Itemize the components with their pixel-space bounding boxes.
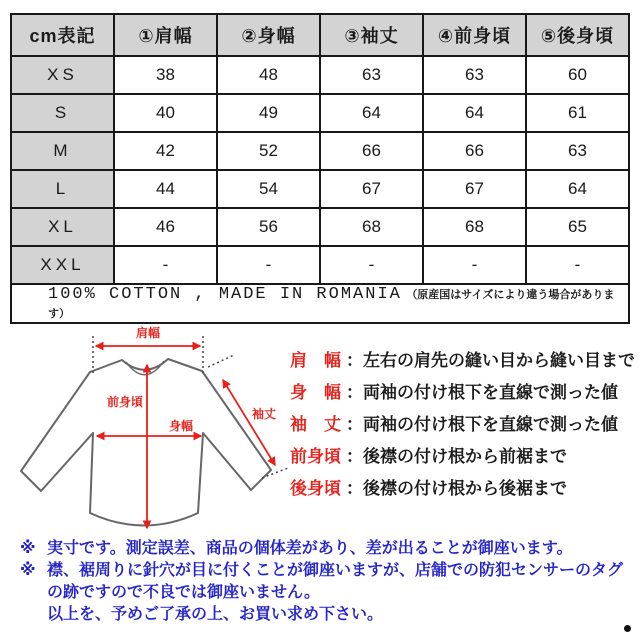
cell-value: -: [423, 246, 526, 284]
definition-desc: 後襟の付け根から後裾まで: [363, 479, 567, 498]
definition-front-length: [290, 442, 635, 464]
cell-value: 48: [217, 56, 320, 94]
table-row-s: [11, 94, 629, 132]
definition-back-length: [290, 474, 635, 496]
table-row-l: [11, 170, 629, 208]
note-purchase-agreement: 以上を、予めご了承の上、お買い求め下さい。: [47, 606, 384, 623]
header-shoulder-width: ①肩幅: [114, 14, 217, 56]
table-header-row: [11, 14, 629, 56]
header-sleeve-length: ③袖丈: [320, 14, 423, 56]
cell-value: 54: [217, 170, 320, 208]
header-back-length: ⑤後身頃: [526, 14, 629, 56]
cell-value: 64: [526, 170, 629, 208]
size-label: XS: [11, 56, 114, 94]
size-label: S: [11, 94, 114, 132]
table-row-m: [11, 132, 629, 170]
definition-term: 肩 幅: [290, 351, 341, 370]
cell-value: 42: [114, 132, 217, 170]
definition-separator: ：: [346, 351, 363, 370]
cell-value: 61: [526, 94, 629, 132]
cell-value: 38: [114, 56, 217, 94]
definition-term: 後身頃: [290, 479, 341, 498]
cell-value: 65: [526, 208, 629, 246]
definition-desc: 左右の肩先の縫い目から縫い目まで: [363, 351, 635, 370]
size-spec-table: [10, 13, 630, 324]
cell-value: 63: [423, 56, 526, 94]
shirt-measurement-diagram: [16, 323, 290, 541]
table-row-xl: [11, 208, 629, 246]
cell-value: 66: [423, 132, 526, 170]
cell-value: -: [320, 246, 423, 284]
body-width-label: 身幅: [168, 419, 194, 433]
note-marker: ※: [20, 562, 36, 579]
cell-value: 52: [217, 132, 320, 170]
material-origin-text: 100% COTTON , MADE IN ROMANIA: [48, 285, 402, 304]
definition-desc: 両袖の付け根下を直線で測った値: [363, 383, 618, 402]
definition-desc: 両袖の付け根下を直線で測った値: [363, 415, 618, 434]
corner-dot: [624, 625, 631, 632]
table-row-xs: [11, 56, 629, 94]
definition-separator: ：: [346, 415, 363, 434]
cell-value: 63: [526, 132, 629, 170]
definition-separator: ：: [346, 447, 363, 466]
cell-value: -: [217, 246, 320, 284]
origin-disclaimer-text: （原産国はサイズにより違う場合があります）: [48, 289, 615, 320]
definition-body-width: [290, 378, 635, 400]
cell-value: -: [526, 246, 629, 284]
header-front-length: ④前身頃: [423, 14, 526, 56]
definition-term: 前身頃: [290, 447, 341, 466]
size-label: M: [11, 132, 114, 170]
cell-value: 68: [423, 208, 526, 246]
cell-value: 64: [423, 94, 526, 132]
sleeve-length-label: 袖丈: [251, 407, 277, 421]
definition-term: 袖 丈: [290, 415, 341, 434]
note-actual-measurement: ※ 実寸です。測定誤差、商品の個体差があり、差が出ることが御座います。: [20, 538, 632, 560]
definition-separator: ：: [346, 479, 363, 498]
cell-value: 64: [320, 94, 423, 132]
cell-value: 60: [526, 56, 629, 94]
note-marker: ※: [20, 540, 36, 557]
cell-value: 46: [114, 208, 217, 246]
shirt-outline: [21, 359, 271, 526]
definition-desc: 後襟の付け根から前裾まで: [363, 447, 567, 466]
measurement-definitions: [290, 346, 635, 506]
definition-term: 身 幅: [290, 383, 341, 402]
size-label: XL: [11, 208, 114, 246]
cell-value: 49: [217, 94, 320, 132]
header-body-width: ②身幅: [217, 14, 320, 56]
cell-value: 67: [423, 170, 526, 208]
shoulder-width-label: 肩幅: [135, 326, 161, 340]
front-length-label: 前身頃: [106, 395, 144, 409]
cell-value: 56: [217, 208, 320, 246]
size-label: L: [11, 170, 114, 208]
table-footer-row: [11, 284, 629, 323]
cell-value: -: [114, 246, 217, 284]
note-security-sensor: ※ 襟、裾周りに針穴が目に付くことが御座いますが、店舗での防犯センサーのタグの跡ですので不良では御座いません。: [20, 562, 624, 601]
cell-value: 66: [320, 132, 423, 170]
size-label: XXL: [11, 246, 114, 284]
cell-value: 63: [320, 56, 423, 94]
cell-value: 67: [320, 170, 423, 208]
definition-separator: ：: [346, 383, 363, 402]
cell-value: 40: [114, 94, 217, 132]
header-unit: cm表記: [11, 14, 114, 56]
cell-value: 44: [114, 170, 217, 208]
cell-value: 68: [320, 208, 423, 246]
definition-sleeve-length: [290, 410, 635, 432]
material-origin-cell: [11, 284, 629, 323]
definition-shoulder-width: [290, 346, 635, 368]
disclaimer-notes: [20, 538, 632, 626]
table-row-xxl: [11, 246, 629, 284]
